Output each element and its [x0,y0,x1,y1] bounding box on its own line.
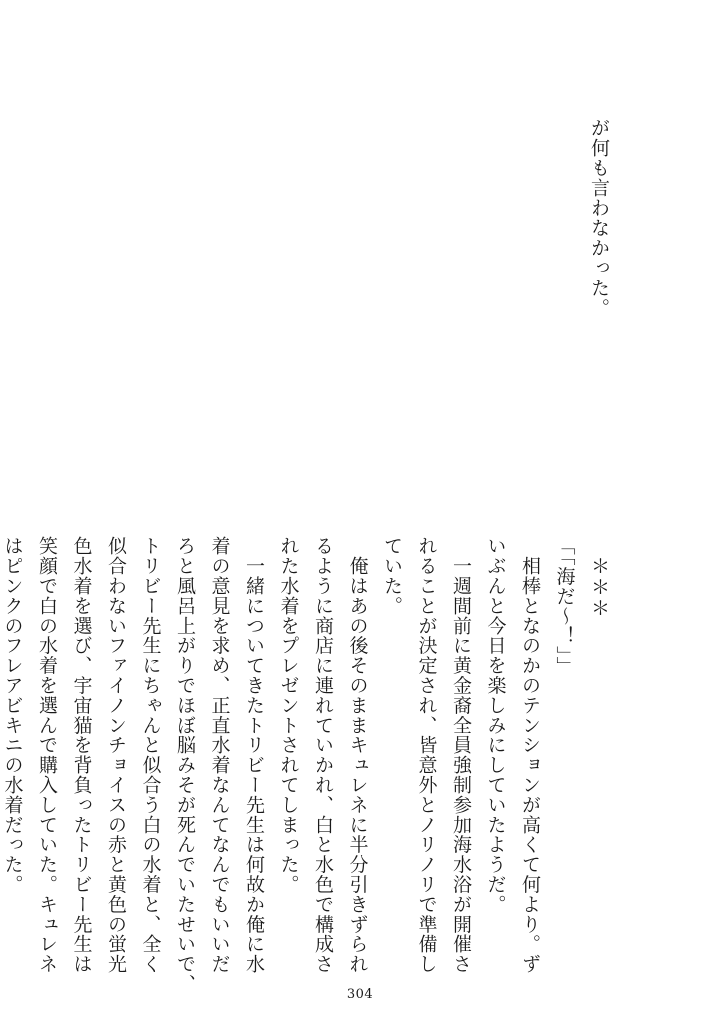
text-line: 相棒となのかのテンションが高くて何より。ず [519,536,541,974]
text-line: 色水着を選び、宇宙猫を背負ったトリビー先生は [70,536,93,974]
text-line: れることが決定され、皆意外とノリノリで準備し [415,536,438,974]
text-line: 「「海だ～！」」 [553,536,576,677]
text-line: ろと風呂上がりでほぼ脳みそが死んでいたせいで、 [174,536,196,994]
text-line: トリビー先生にちゃんと似合う白の水着と、全く [139,536,162,974]
text-line: 着の意見を求め、正直水着なんてなんでもいいだ [208,536,231,974]
text-line: 俺はあの後そのままキュレネに半分引きずられ [346,536,369,974]
top-text-block [582,118,616,318]
text-line: 一週間前に黄金裔全員強制参加海水浴が開催さ [450,536,472,974]
text-line: が何も言わなかった。 [588,118,610,318]
main-text-block [0,536,616,994]
text-line: いぶんと今日を楽しみにしていたようだ。 [484,536,507,915]
text-line: るように商店に連れていかれ、白と水色で構成さ [312,536,334,974]
text-line: れた水着をプレゼントされてしまった。 [277,536,300,895]
text-line: 一緒についてきたトリビー先生は何故か俺に水 [243,536,265,974]
page-number: 304 [346,987,374,1002]
text-line: はピンクのフレアビキニの水着だった。 [1,536,24,895]
text-line: 似合わないファイノンチョイスの赤と黄色の蛍光 [105,536,127,974]
text-line: 笑顔で白の水着を選んで購入していた。キュレネ [36,536,58,974]
text-line: ていた。 [381,536,403,616]
section-break: ＊＊＊ [588,556,610,619]
